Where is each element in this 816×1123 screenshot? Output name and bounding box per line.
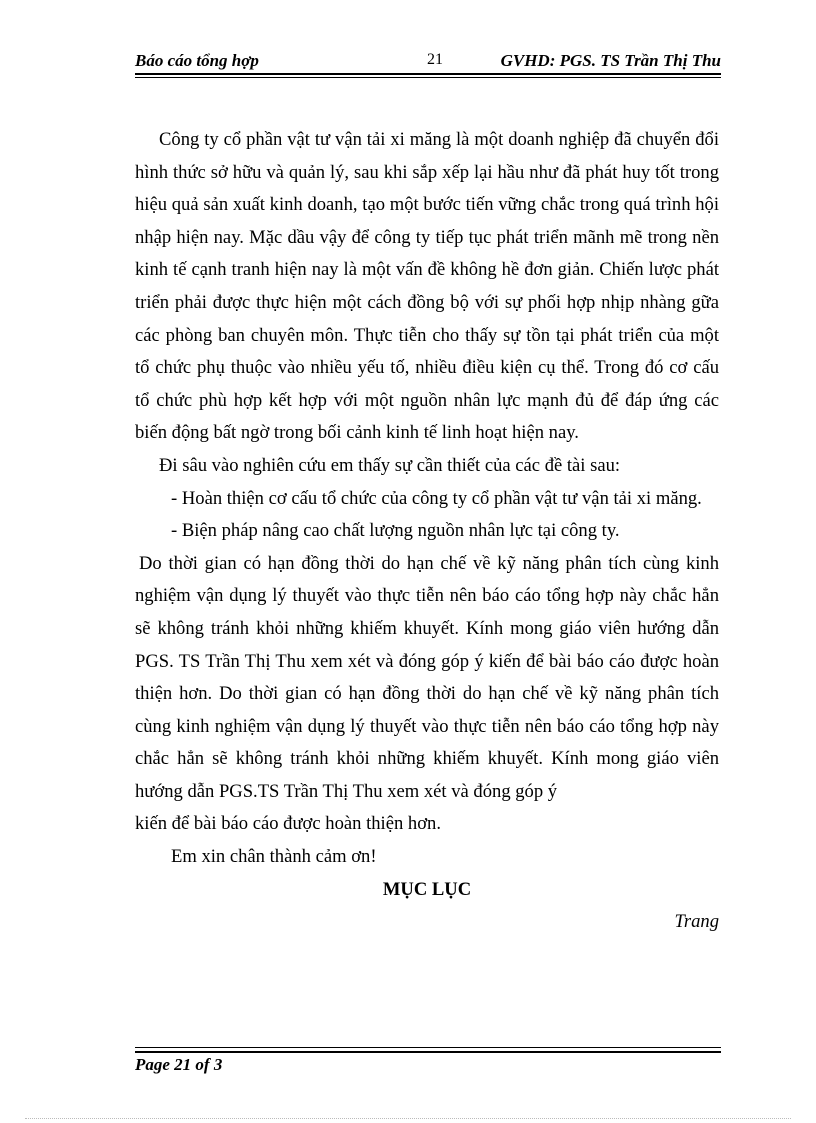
limitations-paragraph: Do thời gian có hạn đồng thời do hạn chế về kỹ năng phân tích cùng kinh nghiệm vận dụng lý thuyết vào thực tiễn nên báo cáo tổng hợp này chắc hẳn sẽ không tránh khỏi những khiếm khuyết. Kính mong giáo viên hướng dẫn PGS. TS Trần Thị Thu xem xét và đóng góp ý kiến để bài báo cáo được hoàn thiện hơn. Do thời gian có hạn đồng thời do hạn chế về kỹ năng phân tích cùng kinh nghiệm vận dụng lý thuyết vào thực tiễn nên báo cáo tổng hợp này chắc hẳn sẽ không tránh khỏi những khiếm khuyết. Kính mong giáo viên hướng dẫn PGS.TS Trần Thị Thu xem xét và đóng góp ý	[135, 552, 719, 802]
report-title: Báo cáo tổng hợp	[135, 51, 259, 70]
header-page-number: 21	[427, 51, 443, 68]
topic-item-2: - Biện pháp nâng cao chất lượng nguồn nhân lực tại công ty.	[171, 520, 620, 542]
toc-page-label: Trang	[674, 911, 719, 933]
footer-rule	[135, 1051, 721, 1053]
page-bottom-border	[25, 1118, 791, 1119]
supervisor-name: GVHD: PGS. TS Trần Thị Thu	[500, 51, 721, 70]
document-body	[135, 124, 719, 939]
limitations-paragraph-end: kiến để bài báo cáo được hoàn thiện hơn.	[135, 813, 441, 835]
toc-title: MỤC LỤC	[382, 878, 472, 900]
topic-item-1: - Hoàn thiện cơ cấu tổ chức của công ty cổ phần vật tư vận tải xi măng.	[171, 487, 702, 509]
intro-paragraph: Công ty cổ phần vật tư vận tải xi măng là một doanh nghiệp đã chuyển đổi hình thức sở hữu và quản lý, sau khi sắp xếp lại hầu như đã phát huy tốt trong hiệu quả sản xuất kinh doanh, tạo một bước tiến vững chắc trong quá trình hội nhập hiện nay. Mặc dầu vậy để công ty tiếp tục phát triển mãnh mẽ trong nền kinh tế cạnh tranh hiện nay là một vấn đề không hề đơn giản. Chiến lược phát triển phải được thực hiện một cách đồng bộ với sự phối hợp nhịp nhàng gữa các phòng ban chuyên môn. Thực tiễn cho thấy sự tồn tại phát triển của một tổ chức phụ thuộc vào nhiều yếu tố, nhiều điều kiện cụ thể. Trong đó cơ cấu tổ chức phù hợp kết hợp với một nguồn nhân lực mạnh đủ để đáp ứng các biến động bất ngờ trong bối cảnh kinh tế linh hoạt hiện nay.	[135, 129, 719, 444]
footer-rule-thin	[135, 1047, 721, 1048]
page-header	[135, 48, 721, 74]
page-footer: Page 21 of 3	[135, 1055, 223, 1074]
header-rule	[135, 73, 721, 75]
thanks-line: Em xin chân thành cảm ơn!	[171, 846, 377, 868]
header-rule-thin	[135, 77, 721, 78]
topics-intro: Đi sâu vào nghiên cứu em thấy sự cần thiết của các đề tài sau:	[159, 454, 621, 476]
